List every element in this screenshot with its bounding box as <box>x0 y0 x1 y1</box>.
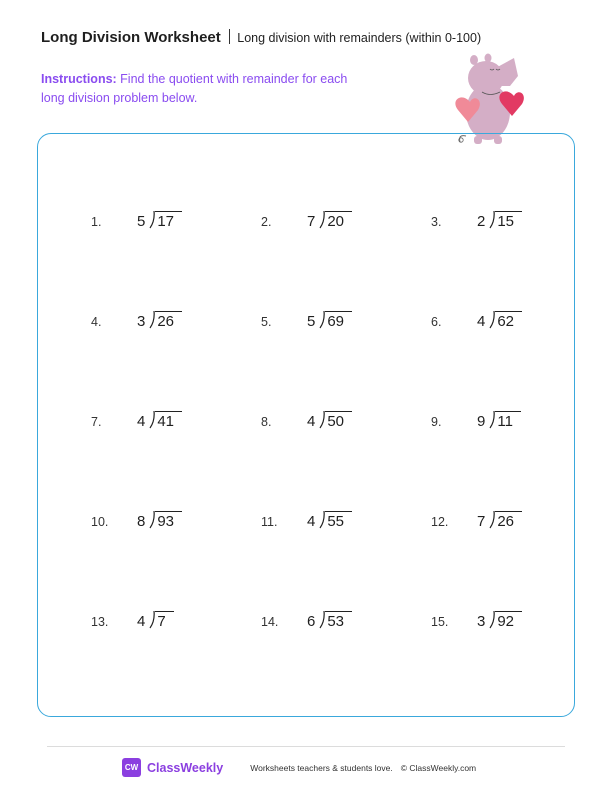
divisor: 6 <box>307 613 316 630</box>
worksheet-title: Long Division Worksheet <box>41 29 221 46</box>
instructions-text: Find the quotient with remainder for each long division problem below. <box>41 72 348 105</box>
division-expression <box>307 511 352 530</box>
dividend: 41 <box>155 411 182 430</box>
division-expression <box>477 511 522 530</box>
instructions <box>41 70 371 108</box>
dividend: 15 <box>495 211 522 230</box>
problem-number: 1. <box>91 215 102 229</box>
dividend: 26 <box>155 311 182 330</box>
division-bracket-icon <box>149 311 156 329</box>
division-expression <box>137 511 182 530</box>
dividend: 7 <box>155 611 173 630</box>
dividend: 26 <box>495 511 522 530</box>
problem-number: 5. <box>261 315 272 329</box>
division-bracket-icon <box>489 311 496 329</box>
division-expression <box>477 311 522 330</box>
division-expression <box>137 211 182 230</box>
division-expression <box>307 411 352 430</box>
worksheet-subtitle: Long division with remainders (within 0-100) <box>237 31 482 45</box>
division-expression <box>137 411 182 430</box>
problem-number: 6. <box>431 315 442 329</box>
problem-number: 13. <box>91 615 109 629</box>
problem-number: 8. <box>261 415 272 429</box>
dividend: 17 <box>155 211 182 230</box>
problem-number: 9. <box>431 415 442 429</box>
problem-number: 7. <box>91 415 102 429</box>
division-bracket-icon <box>149 411 156 429</box>
division-bracket-icon <box>319 611 326 629</box>
division-expression <box>477 411 521 430</box>
problem-number: 4. <box>91 315 102 329</box>
division-bracket-icon <box>489 411 496 429</box>
problem-number: 14. <box>261 615 279 629</box>
divisor: 4 <box>307 513 316 530</box>
divisor: 5 <box>137 213 146 230</box>
division-bracket-icon <box>319 511 326 529</box>
divisor: 8 <box>137 513 146 530</box>
divisor: 2 <box>477 213 486 230</box>
division-bracket-icon <box>319 311 326 329</box>
dividend: 92 <box>495 611 522 630</box>
division-expression <box>477 211 522 230</box>
problem-number: 3. <box>431 215 442 229</box>
division-bracket-icon <box>149 211 156 229</box>
divisor: 4 <box>137 613 146 630</box>
instructions-label: Instructions: <box>41 72 117 86</box>
divisor: 5 <box>307 313 316 330</box>
dividend: 53 <box>325 611 352 630</box>
division-bracket-icon <box>489 211 496 229</box>
footer-divider <box>47 746 565 747</box>
footer-copyright: © ClassWeekly.com <box>400 762 477 773</box>
division-expression <box>137 611 174 630</box>
classweekly-logo-icon: CW <box>122 758 141 777</box>
footer <box>122 758 476 777</box>
divisor: 7 <box>477 513 486 530</box>
divisor: 4 <box>137 413 146 430</box>
dividend: 93 <box>155 511 182 530</box>
division-bracket-icon <box>489 611 496 629</box>
problem-number: 11. <box>261 515 278 529</box>
dividend: 11 <box>495 411 521 430</box>
divisor: 3 <box>477 613 486 630</box>
divisor: 9 <box>477 413 486 430</box>
dividend: 55 <box>325 511 352 530</box>
worksheet-header <box>41 27 481 46</box>
division-bracket-icon <box>149 511 156 529</box>
division-expression <box>307 211 352 230</box>
problem-number: 2. <box>261 215 272 229</box>
brand-name: ClassWeekly <box>147 760 224 775</box>
division-expression <box>307 611 352 630</box>
divisor: 4 <box>307 413 316 430</box>
problem-number: 10. <box>91 515 109 529</box>
dividend: 50 <box>325 411 352 430</box>
divisor: 7 <box>307 213 316 230</box>
title-separator <box>229 29 231 44</box>
division-expression <box>307 311 352 330</box>
division-bracket-icon <box>319 411 326 429</box>
division-expression <box>137 311 182 330</box>
footer-tagline: Worksheets teachers & students love. <box>250 762 393 773</box>
divisor: 3 <box>137 313 146 330</box>
dividend: 20 <box>325 211 352 230</box>
division-expression <box>477 611 522 630</box>
dividend: 69 <box>325 311 352 330</box>
division-bracket-icon <box>319 211 326 229</box>
division-bracket-icon <box>149 611 156 629</box>
problem-number: 12. <box>431 515 449 529</box>
dividend: 62 <box>495 311 522 330</box>
division-bracket-icon <box>489 511 496 529</box>
problem-number: 15. <box>431 615 449 629</box>
divisor: 4 <box>477 313 486 330</box>
